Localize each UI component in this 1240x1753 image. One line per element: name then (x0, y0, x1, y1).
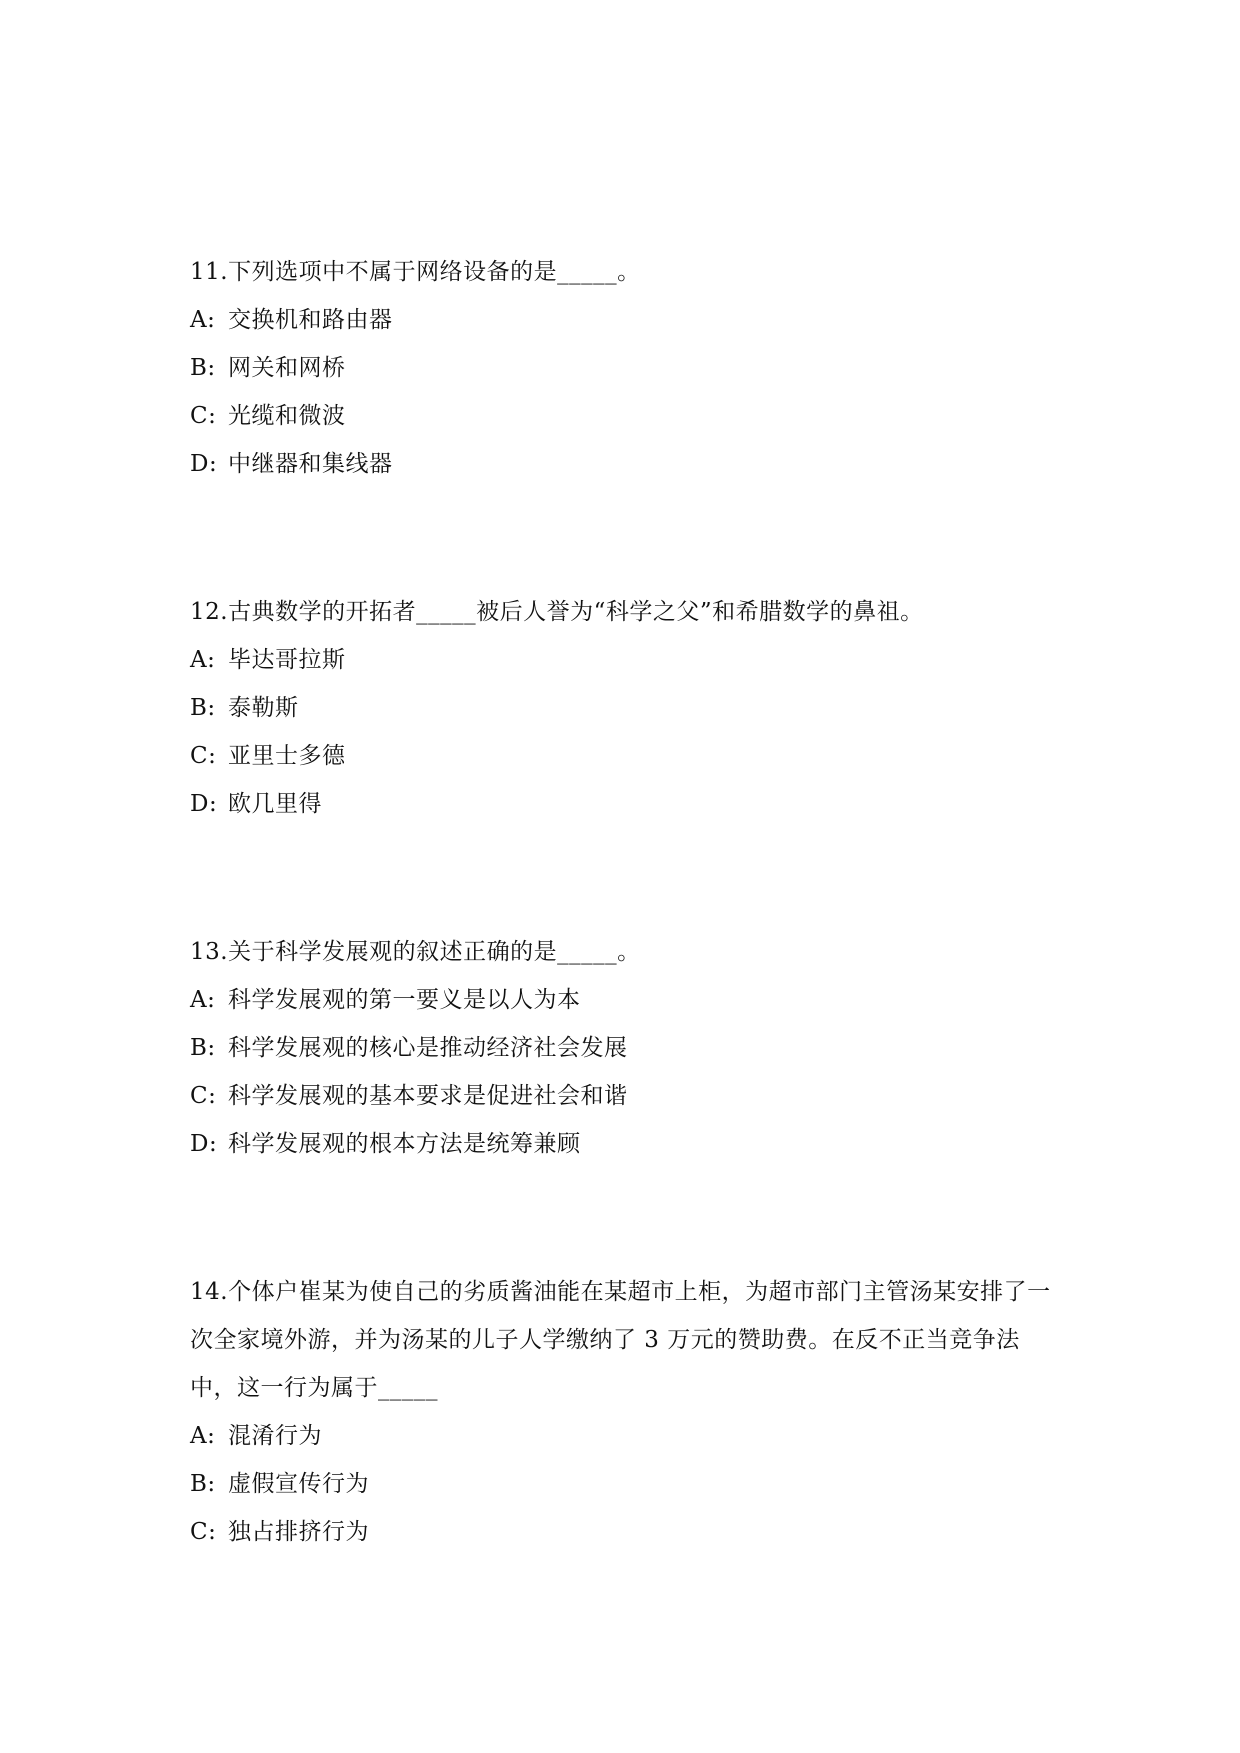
option-key: C: (190, 743, 217, 769)
option-a (190, 976, 1060, 1024)
option-text: 交换机和路由器 (228, 307, 393, 333)
option-c (190, 1072, 1060, 1120)
option-key: B: (190, 1471, 216, 1497)
option-b (190, 1460, 1060, 1508)
option-key: A: (190, 307, 216, 333)
question-text: 11.下列选项中不属于网络设备的是_____。 (190, 259, 641, 285)
option-key: D: (190, 791, 218, 817)
option-text: 亚里士多德 (228, 743, 346, 769)
option-a (190, 296, 1060, 344)
option-text: 科学发展观的核心是推动经济社会发展 (228, 1035, 628, 1061)
option-c (190, 1508, 1060, 1556)
question-13 (190, 928, 1060, 1168)
option-key: A: (190, 1423, 216, 1449)
option-key: D: (190, 451, 218, 477)
option-key: D: (190, 1131, 218, 1157)
option-text: 中继器和集线器 (228, 451, 393, 477)
option-text: 混淆行为 (228, 1423, 322, 1449)
option-key: C: (190, 1083, 217, 1109)
question-11 (190, 248, 1060, 488)
question-12 (190, 588, 1060, 828)
question-text: 13.关于科学发展观的叙述正确的是_____。 (190, 939, 641, 965)
option-b (190, 1024, 1060, 1072)
option-b (190, 344, 1060, 392)
option-key: B: (190, 1035, 216, 1061)
option-a (190, 1412, 1060, 1460)
option-b (190, 684, 1060, 732)
option-a (190, 636, 1060, 684)
option-text: 网关和网桥 (228, 355, 346, 381)
question-text: 14.个体户崔某为使自己的劣质酱油能在某超市上柜，为超市部门主管汤某安排了一次全家境外游，并为汤某的儿子人学缴纳了 3 万元的赞助费。在反不正当竞争法中，这一行为属于_____ (190, 1279, 1051, 1401)
option-text: 科学发展观的基本要求是促进社会和谐 (228, 1083, 628, 1109)
option-key: C: (190, 1519, 217, 1545)
option-text: 光缆和微波 (228, 403, 346, 429)
option-d (190, 1120, 1060, 1168)
option-key: C: (190, 403, 217, 429)
option-d (190, 780, 1060, 828)
option-key: A: (190, 987, 216, 1013)
option-key: B: (190, 695, 216, 721)
option-c (190, 392, 1060, 440)
option-text: 泰勒斯 (228, 695, 299, 721)
question-text: 12.古典数学的开拓者_____被后人誉为“科学之父”和希腊数学的鼻祖。 (190, 599, 924, 625)
option-text: 虚假宣传行为 (228, 1471, 369, 1497)
option-text: 独占排挤行为 (228, 1519, 369, 1545)
option-text: 欧几里得 (228, 791, 322, 817)
option-d (190, 440, 1060, 488)
option-c (190, 732, 1060, 780)
option-text: 毕达哥拉斯 (228, 647, 346, 673)
option-text: 科学发展观的第一要义是以人为本 (228, 987, 581, 1013)
question-14 (190, 1268, 1060, 1556)
option-key: A: (190, 647, 216, 673)
option-text: 科学发展观的根本方法是统筹兼顾 (228, 1131, 581, 1157)
option-key: B: (190, 355, 216, 381)
